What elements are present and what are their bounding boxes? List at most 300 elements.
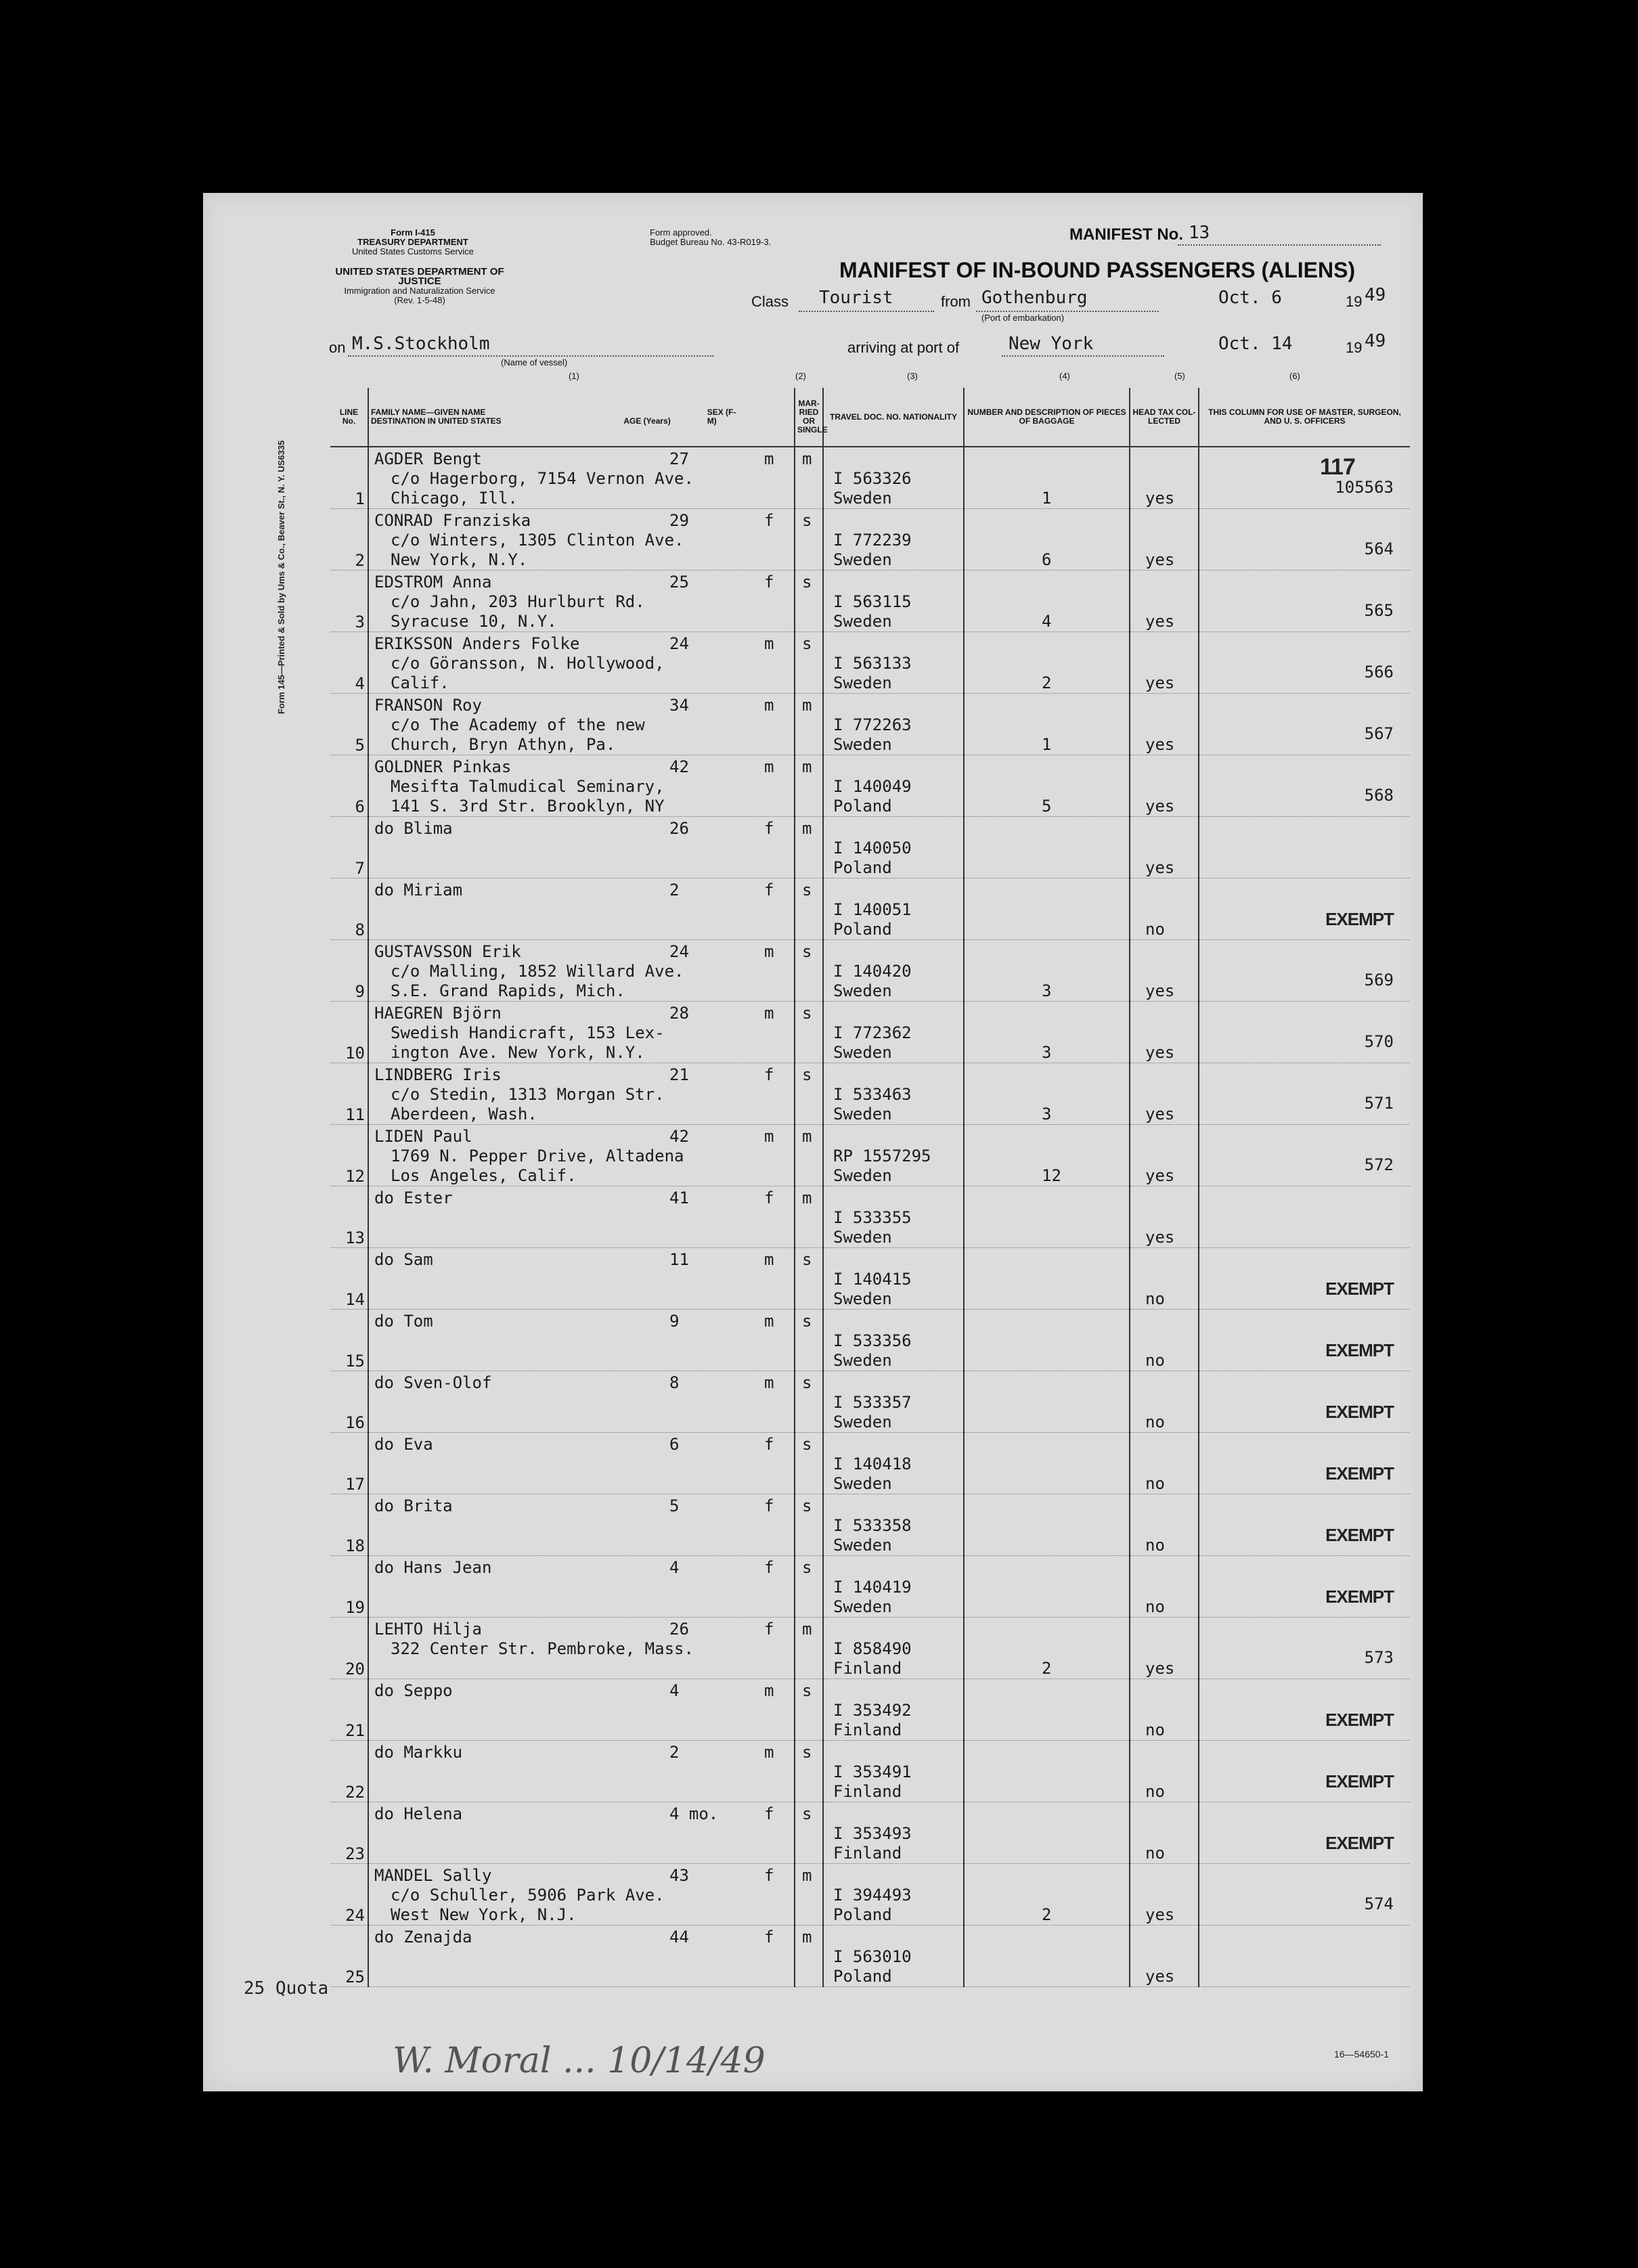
marital-cell [795, 939, 823, 1001]
age-value: 26 [669, 818, 689, 838]
destination-line-2: 141 S. 3rd Str. Brooklyn, NY [391, 796, 665, 816]
line-number: 4 [330, 631, 368, 693]
sex-value: f [764, 1927, 774, 1947]
marital-cell [795, 693, 823, 755]
passenger-name: LINDBERG Iris [374, 1065, 502, 1084]
travel-doc-number: I 353492 [833, 1700, 912, 1720]
travel-doc-number: I 140420 [833, 961, 912, 981]
head-tax-cell [1130, 1617, 1199, 1678]
marital-status: s [802, 572, 812, 592]
officer-cell [1199, 1740, 1410, 1802]
table-row [330, 1063, 1410, 1124]
travel-doc-number: I 563010 [833, 1947, 912, 1966]
marital-status: m [802, 449, 812, 468]
nationality: Finland [833, 1781, 902, 1801]
travel-doc-cell [823, 1802, 964, 1863]
page-number-stamp: 117 [1320, 454, 1355, 480]
head-tax-value: yes [1145, 673, 1175, 692]
age-value: 29 [669, 510, 689, 530]
marital-cell [795, 1863, 823, 1925]
officer-cell [1199, 816, 1410, 878]
nationality: Sweden [833, 1165, 892, 1185]
on-label: on [329, 339, 346, 356]
officer-note: EXEMPT [1325, 1339, 1394, 1360]
nationality: Sweden [833, 734, 892, 754]
nationality: Finland [833, 1720, 902, 1739]
officer-note: 565 [1364, 600, 1394, 620]
baggage-cell [964, 939, 1130, 1001]
passenger-name: do Eva [374, 1434, 433, 1454]
sex-value: f [764, 1434, 774, 1454]
destination-line-2: Chicago, Ill. [391, 488, 518, 508]
passenger-name: MANDEL Sally [374, 1865, 492, 1885]
head-tax-value: no [1145, 919, 1165, 939]
head-tax-value: yes [1145, 1042, 1175, 1062]
age-value: 6 [669, 1434, 680, 1454]
table-row [330, 693, 1410, 755]
table-row [330, 1124, 1410, 1186]
passenger-name: do Helena [374, 1804, 463, 1823]
arrival-port: New York [1009, 334, 1094, 354]
line-number: 25 [330, 1925, 368, 1986]
marital-status: m [802, 695, 812, 715]
age-value: 24 [669, 633, 689, 653]
marital-status: s [802, 1681, 812, 1700]
inspector-signature: W. Moral ... 10/14/49 [393, 2041, 766, 2081]
table-row [330, 1678, 1410, 1740]
table-row [330, 816, 1410, 878]
marital-cell [795, 816, 823, 878]
marital-status: s [802, 1065, 812, 1084]
table-row [330, 1740, 1410, 1802]
officer-note: EXEMPT [1325, 1278, 1394, 1299]
travel-doc-cell [823, 508, 964, 570]
sex-value: m [764, 449, 774, 468]
manifest-no-value: 13 [1189, 223, 1210, 243]
passenger-name: GOLDNER Pinkas [374, 757, 512, 776]
baggage-cell [964, 1371, 1130, 1432]
line-number: 21 [330, 1678, 368, 1740]
head-tax-value: yes [1145, 796, 1175, 816]
head-tax-value: yes [1145, 1905, 1175, 1924]
head-tax-value: no [1145, 1597, 1165, 1616]
nationality: Finland [833, 1658, 902, 1678]
age-value: 25 [669, 572, 689, 592]
baggage-cell [964, 693, 1130, 755]
table-header-row [330, 388, 1410, 447]
passenger-name: do Tom [374, 1311, 433, 1331]
marital-cell [795, 1617, 823, 1678]
officer-note: 566 [1364, 662, 1394, 682]
destination-line-2: Calif. [391, 673, 449, 692]
travel-doc-number: I 140049 [833, 776, 912, 796]
head-tax-cell [1130, 1247, 1199, 1309]
sex-value: f [764, 1804, 774, 1823]
travel-doc-cell [823, 447, 964, 508]
travel-doc-cell [823, 878, 964, 939]
name-cell [368, 1925, 795, 1986]
baggage-cell [964, 1802, 1130, 1863]
marital-status: s [802, 1311, 812, 1331]
baggage-cell [964, 1186, 1130, 1247]
destination-line-2: West New York, N.J. [391, 1905, 577, 1924]
passenger-name: LIDEN Paul [374, 1126, 472, 1146]
travel-doc-number: I 772239 [833, 530, 912, 550]
age-value: 8 [669, 1373, 680, 1392]
marital-status: s [802, 941, 812, 961]
officer-cell [1199, 878, 1410, 939]
destination-line-1: c/o Schuller, 5906 Park Ave. [391, 1885, 665, 1905]
passenger-name: do Miriam [374, 880, 463, 899]
col-num-2: (2) [795, 371, 806, 381]
arrival-date: Oct. 14 [1218, 334, 1293, 354]
table-row [330, 1247, 1410, 1309]
marital-cell [795, 1371, 823, 1432]
officer-note: 571 [1364, 1093, 1394, 1113]
line-number: 13 [330, 1186, 368, 1247]
destination-line-2: Los Angeles, Calif. [391, 1165, 577, 1185]
age-value: 42 [669, 1126, 689, 1146]
head-tax-value: yes [1145, 858, 1175, 877]
head-tax-value: yes [1145, 488, 1175, 508]
name-cell [368, 1555, 795, 1617]
sex-value: m [764, 1373, 774, 1392]
head-tax-value: yes [1145, 1966, 1175, 1986]
marital-cell [795, 570, 823, 631]
nationality: Sweden [833, 1535, 892, 1555]
table-row [330, 1802, 1410, 1863]
line-number: 6 [330, 755, 368, 816]
nationality: Sweden [833, 550, 892, 569]
baggage-cell [964, 1925, 1130, 1986]
line-number: 3 [330, 570, 368, 631]
baggage-cell [964, 508, 1130, 570]
marital-cell [795, 1124, 823, 1186]
officer-cell [1199, 1617, 1410, 1678]
marital-status: s [802, 1003, 812, 1023]
name-cell [368, 1494, 795, 1555]
destination-line-2: New York, N.Y. [391, 550, 528, 569]
passenger-name: LEHTO Hilja [374, 1619, 482, 1639]
marital-cell [795, 508, 823, 570]
sex-value: f [764, 510, 774, 530]
name-cell [368, 1309, 795, 1371]
destination-line-1: c/o The Academy of the new [391, 715, 645, 734]
age-value: 43 [669, 1865, 689, 1885]
head-tax-cell [1130, 1555, 1199, 1617]
sex-value: f [764, 1619, 774, 1639]
sex-value: f [764, 1557, 774, 1577]
name-cell [368, 1124, 795, 1186]
passenger-name: ERIKSSON Anders Folke [374, 633, 580, 653]
travel-doc-number: I 563115 [833, 592, 912, 611]
baggage-count: 3 [1042, 981, 1052, 1000]
head-tax-value: yes [1145, 1165, 1175, 1185]
marital-status: m [802, 1927, 812, 1947]
marital-cell [795, 447, 823, 508]
head-tax-cell [1130, 1740, 1199, 1802]
rev-date: (Rev. 1-5-48) [394, 295, 445, 305]
travel-doc-cell [823, 570, 964, 631]
line-number: 14 [330, 1247, 368, 1309]
head-tax-cell [1130, 939, 1199, 1001]
travel-doc-number: I 533463 [833, 1084, 912, 1104]
travel-doc-number: I 858490 [833, 1639, 912, 1658]
age-value: 9 [669, 1311, 680, 1331]
line-number: 23 [330, 1802, 368, 1863]
name-cell [368, 878, 795, 939]
sex-value: m [764, 695, 774, 715]
travel-doc-number: I 533355 [833, 1207, 912, 1227]
name-cell [368, 508, 795, 570]
nationality: Sweden [833, 1104, 892, 1124]
travel-doc-cell [823, 1371, 964, 1432]
head-tax-cell [1130, 693, 1199, 755]
col-num-4: (4) [1059, 371, 1070, 381]
destination-line-1: c/o Göransson, N. Hollywood, [391, 653, 665, 673]
marital-status: s [802, 1557, 812, 1577]
travel-doc-cell [823, 1001, 964, 1063]
head-tax-value: yes [1145, 1104, 1175, 1124]
officer-cell [1199, 1432, 1410, 1494]
marital-cell [795, 631, 823, 693]
marital-cell [795, 1555, 823, 1617]
table-row [330, 1555, 1410, 1617]
passenger-name: AGDER Bengt [374, 449, 482, 468]
marital-cell [795, 1802, 823, 1863]
travel-doc-number: I 140050 [833, 838, 912, 858]
baggage-count: 1 [1042, 734, 1052, 754]
head-tax-cell [1130, 508, 1199, 570]
sex-value: m [764, 1681, 774, 1700]
officer-cell [1199, 1001, 1410, 1063]
age-value: 2 [669, 1742, 680, 1762]
baggage-count: 2 [1042, 673, 1052, 692]
officer-note: EXEMPT [1325, 908, 1394, 929]
marital-status: m [802, 757, 812, 776]
travel-doc-number: I 772263 [833, 715, 912, 734]
travel-doc-cell [823, 1617, 964, 1678]
travel-doc-number: I 394493 [833, 1885, 912, 1905]
vessel-caption: (Name of vessel) [501, 357, 568, 368]
marital-status: s [802, 633, 812, 653]
marital-status: m [802, 1619, 812, 1639]
from-label: from [941, 293, 971, 310]
marital-cell [795, 1001, 823, 1063]
baggage-cell [964, 1494, 1130, 1555]
col-num-6: (6) [1289, 371, 1300, 381]
officer-cell [1199, 939, 1410, 1001]
marital-status: m [802, 1188, 812, 1207]
table-row [330, 1494, 1410, 1555]
officer-note: EXEMPT [1325, 1832, 1394, 1853]
officer-note: 569 [1364, 970, 1394, 990]
sex-value: f [764, 880, 774, 899]
head-tax-cell [1130, 1186, 1199, 1247]
head-tax-value: yes [1145, 981, 1175, 1000]
sex-value: f [764, 1865, 774, 1885]
manifest-title: MANIFEST OF IN-BOUND PASSENGERS (ALIENS) [839, 258, 1356, 282]
line-number: 17 [330, 1432, 368, 1494]
marital-cell [795, 1740, 823, 1802]
nationality: Sweden [833, 1289, 892, 1308]
nationality: Sweden [833, 1412, 892, 1431]
travel-doc-cell [823, 1863, 964, 1925]
officer-note: 564 [1364, 539, 1394, 558]
baggage-count: 2 [1042, 1905, 1052, 1924]
baggage-cell [964, 631, 1130, 693]
nationality: Sweden [833, 1473, 892, 1493]
quota-note: 25 Quota [244, 1978, 329, 1999]
head-tax-value: no [1145, 1473, 1165, 1493]
head-tax-value: no [1145, 1412, 1165, 1431]
marital-status: m [802, 1865, 812, 1885]
arrival-year-prefix: 19 [1346, 339, 1363, 356]
header-line-no: LINE No. [330, 388, 368, 447]
marital-status: s [802, 880, 812, 899]
travel-doc-cell [823, 939, 964, 1001]
header-name-text: FAMILY NAME—GIVEN NAME DESTINATION IN UNITED STATES [371, 407, 502, 426]
travel-doc-number: I 140415 [833, 1269, 912, 1289]
head-tax-cell [1130, 1001, 1199, 1063]
nationality: Poland [833, 1905, 892, 1924]
officer-cell [1199, 508, 1410, 570]
baggage-cell [964, 1001, 1130, 1063]
age-value: 24 [669, 941, 689, 961]
col-num-5: (5) [1174, 371, 1185, 381]
nationality: Sweden [833, 673, 892, 692]
nationality: Sweden [833, 1227, 892, 1247]
destination-line-1: c/o Stedin, 1313 Morgan Str. [391, 1084, 665, 1104]
baggage-count: 12 [1042, 1165, 1061, 1185]
marital-cell [795, 1494, 823, 1555]
age-value: 21 [669, 1065, 689, 1084]
col-num-3: (3) [907, 371, 918, 381]
marital-status: s [802, 1496, 812, 1515]
line-number: 10 [330, 1001, 368, 1063]
travel-doc-number: I 140419 [833, 1577, 912, 1597]
head-tax-value: no [1145, 1350, 1165, 1370]
marital-status: s [802, 1249, 812, 1269]
head-tax-cell [1130, 1863, 1199, 1925]
destination-line-1: Mesifta Talmudical Seminary, [391, 776, 665, 796]
baggage-cell [964, 1063, 1130, 1124]
arrival-year: 49 [1365, 331, 1386, 351]
age-value: 4 [669, 1557, 680, 1577]
baggage-cell [964, 1555, 1130, 1617]
nationality: Poland [833, 919, 892, 939]
officer-note: 573 [1364, 1647, 1394, 1667]
line-number: 9 [330, 939, 368, 1001]
baggage-cell [964, 1309, 1130, 1371]
age-value: 41 [669, 1188, 689, 1207]
vessel-name: M.S.Stockholm [352, 334, 490, 354]
marital-status: m [802, 818, 812, 838]
name-cell [368, 1063, 795, 1124]
travel-doc-cell [823, 816, 964, 878]
depart-year: 49 [1365, 285, 1386, 305]
class-line [799, 311, 934, 312]
travel-doc-cell [823, 755, 964, 816]
marital-cell [795, 755, 823, 816]
table-row [330, 1617, 1410, 1678]
travel-doc-number: I 533358 [833, 1515, 912, 1535]
sex-value: f [764, 818, 774, 838]
age-value: 4 [669, 1681, 680, 1700]
name-cell [368, 1802, 795, 1863]
table-row [330, 508, 1410, 570]
line-number: 18 [330, 1494, 368, 1555]
line-number: 7 [330, 816, 368, 878]
age-value: 34 [669, 695, 689, 715]
manifest-no-label: MANIFEST No. [1069, 225, 1183, 244]
sex-value: f [764, 1496, 774, 1515]
table-row [330, 1863, 1410, 1925]
travel-doc-number: RP 1557295 [833, 1146, 931, 1165]
customs-service: United States Customs Service [352, 246, 474, 257]
table-row [330, 1309, 1410, 1371]
travel-doc-cell [823, 1740, 964, 1802]
justice-block [318, 267, 521, 305]
officer-cell [1199, 631, 1410, 693]
head-tax-value: yes [1145, 550, 1175, 569]
travel-doc-number: I 140051 [833, 899, 912, 919]
line-number: 12 [330, 1124, 368, 1186]
table-row [330, 1186, 1410, 1247]
form-number: Form I-415 [391, 227, 435, 238]
passenger-name: do Markku [374, 1742, 463, 1762]
head-tax-cell [1130, 1371, 1199, 1432]
name-cell [368, 1432, 795, 1494]
travel-doc-number: I 533357 [833, 1392, 912, 1412]
baggage-cell [964, 447, 1130, 508]
travel-doc-number: I 533356 [833, 1331, 912, 1350]
baggage-cell [964, 1740, 1130, 1802]
passenger-name: CONRAD Franziska [374, 510, 531, 530]
travel-doc-cell [823, 1247, 964, 1309]
table-row [330, 878, 1410, 939]
marital-status: m [802, 1126, 812, 1146]
baggage-count: 2 [1042, 1658, 1052, 1678]
marital-cell [795, 1432, 823, 1494]
destination-line-1: 1769 N. Pepper Drive, Altadena [391, 1146, 684, 1165]
officer-cell [1199, 1124, 1410, 1186]
destination-line-2: Syracuse 10, N.Y. [391, 611, 557, 631]
line-number: 20 [330, 1617, 368, 1678]
destination-line-1: c/o Winters, 1305 Clinton Ave. [391, 530, 684, 550]
header-married: MAR-RIED OR SINGLE [795, 388, 823, 447]
baggage-count: 1 [1042, 488, 1052, 508]
port-embark-caption: (Port of embarkation) [981, 313, 1065, 323]
line-number: 11 [330, 1063, 368, 1124]
from-port: Gothenburg [981, 288, 1088, 308]
passenger-name: HAEGREN Björn [374, 1003, 502, 1023]
head-tax-cell [1130, 755, 1199, 816]
baggage-cell [964, 1247, 1130, 1309]
depart-date: Oct. 6 [1218, 288, 1282, 308]
destination-line-1: c/o Malling, 1852 Willard Ave. [391, 961, 684, 981]
line-number: 16 [330, 1371, 368, 1432]
officer-cell [1199, 1802, 1410, 1863]
head-tax-cell [1130, 1432, 1199, 1494]
nationality: Sweden [833, 1350, 892, 1370]
budget-bureau: Budget Bureau No. 43-R019-3. [650, 237, 772, 247]
travel-doc-cell [823, 1678, 964, 1740]
arrival-line [1002, 355, 1164, 357]
officer-cell [1199, 755, 1410, 816]
head-tax-value: no [1145, 1781, 1165, 1801]
nationality: Poland [833, 1966, 892, 1986]
